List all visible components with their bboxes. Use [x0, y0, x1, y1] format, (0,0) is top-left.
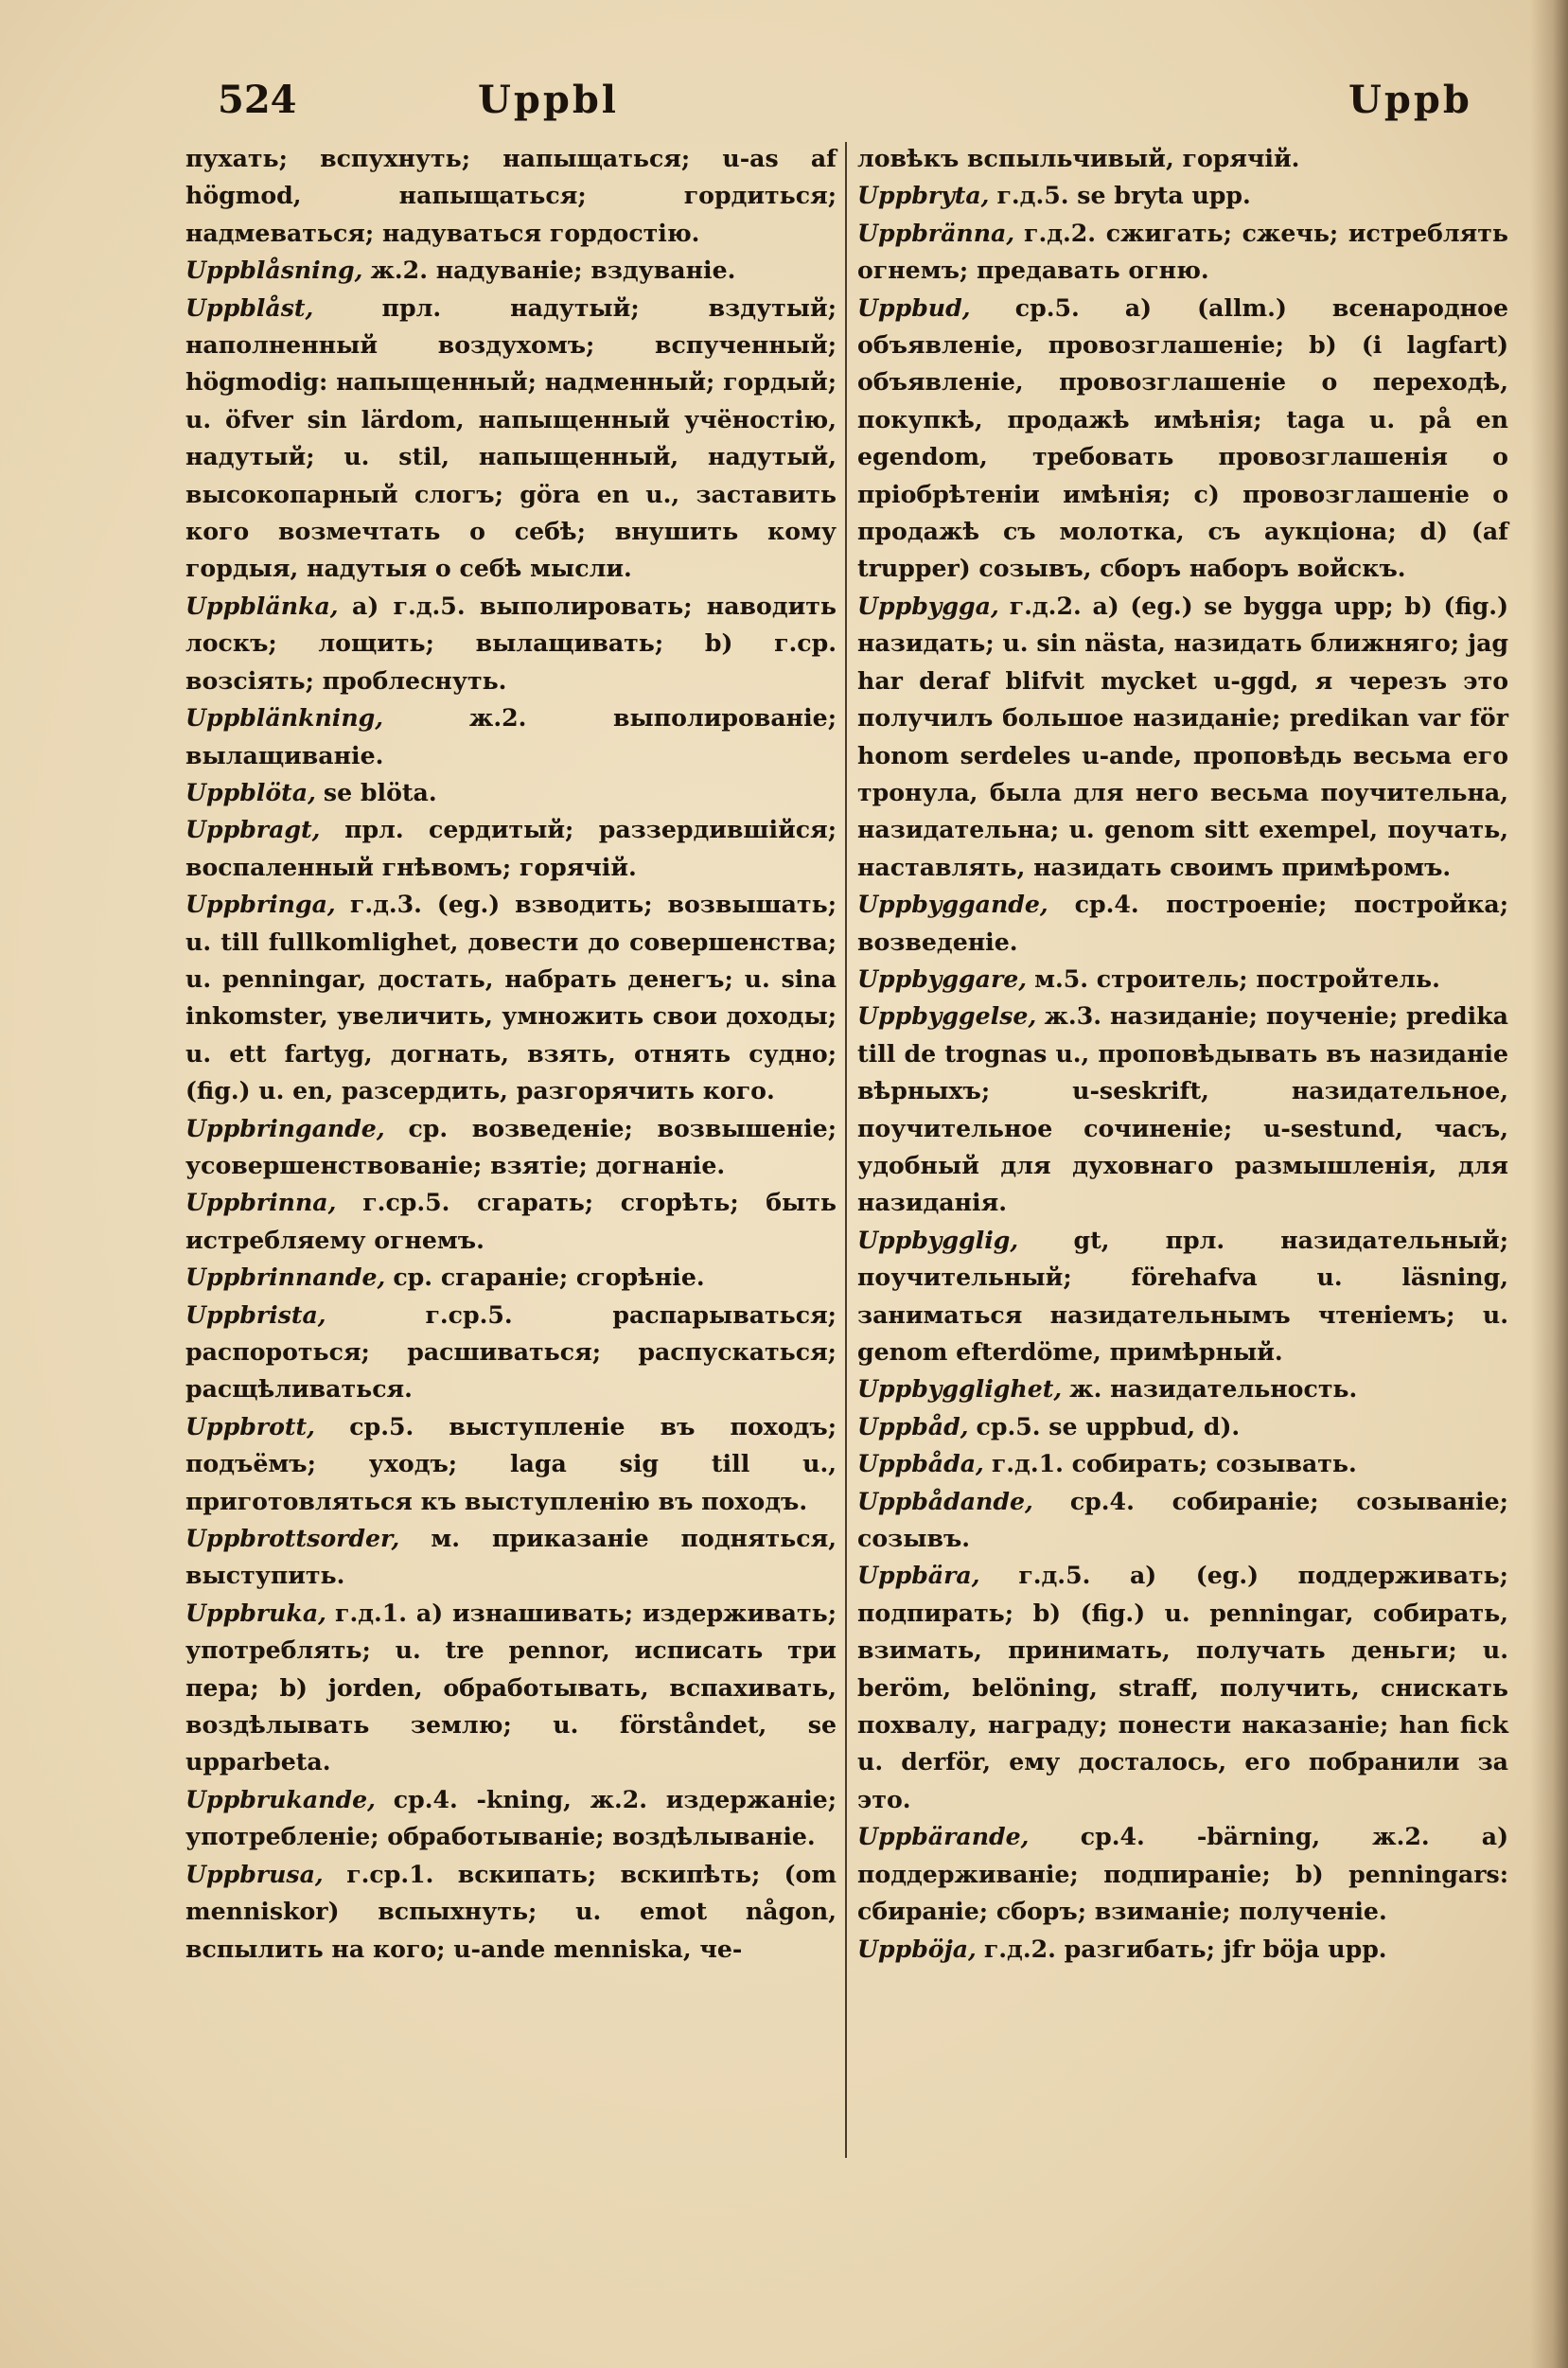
- dictionary-entry: [185, 1856, 837, 1968]
- dictionary-entry: [185, 1408, 837, 1520]
- entry-definition: г.д.2. сжигать; сжечь; истреблять огнемъ; предавать огню.: [857, 218, 1508, 285]
- dictionary-entry: [857, 1445, 1508, 1482]
- dictionary-entry: [185, 252, 837, 289]
- entry-headword: Uppbränna,: [857, 218, 1015, 247]
- dictionary-entry: [185, 1781, 837, 1856]
- entry-definition: ср.4. -bärning, ж.2. а) поддерживаніе; подпираніе; b) penningars: сбираніе; сборъ; взиманіе; полученіе.: [857, 1822, 1508, 1926]
- entry-headword: Uppbryta,: [857, 181, 990, 210]
- entry-definition: г.ср.5. сгарать; сгорѣть; быть истребляему огнемъ.: [185, 1188, 837, 1254]
- entry-headword: Uppböja,: [857, 1934, 977, 1963]
- entry-headword: Uppblåsning,: [185, 256, 363, 285]
- entry-headword: Uppblänka,: [185, 591, 339, 620]
- entry-definition: ср.4. построеніе; постройка; возведеніе.: [857, 890, 1508, 956]
- entry-headword: Uppbygglig,: [857, 1225, 1019, 1254]
- entry-headword: Uppbragt,: [185, 815, 321, 844]
- entry-headword: Uppbrusa,: [185, 1859, 324, 1888]
- dictionary-entry: [857, 588, 1508, 886]
- entry-headword: Uppbygga,: [857, 591, 999, 620]
- entry-definition: г.д.2. разгибать; jfr böja upp.: [983, 1934, 1387, 1963]
- entry-headword: Uppblöta,: [185, 777, 316, 806]
- dictionary-entry: [185, 1520, 837, 1595]
- entry-definition: г.д.5. se bryta upp.: [996, 181, 1251, 210]
- entry-headword: Uppbrinna,: [185, 1188, 337, 1217]
- page-number: 524: [218, 78, 297, 122]
- dictionary-entry: [185, 290, 837, 588]
- dictionary-entry: [857, 1818, 1508, 1930]
- entry-definition: г.д.2. а) (eg.) se bygga upp; b) (fig.) назидать; u. sin nästa, назидать ближняго; jag har deraf blifvit mycket u-ggd, я черезъ это получилъ большое назиданіе; predikan var för honom serdeles u-ande, проповѣдь весьма его тронула, была для него весьма поучительна, назидательна; u. genom sitt exempel, поучать, наставлять, назидать своимъ примѣромъ.: [857, 591, 1508, 881]
- page-header: [218, 78, 1476, 134]
- entry-definition: ср.5. а) (allm.) всенародное объявленіе, провозглашеніе; b) (i lagfart) объявленіе, провозглашеніе о переходѣ, покупкѣ, продажѣ имѣнія; taga u. på en egendom, требовать провозглашенія о пріобрѣтеніи имѣнія; c) провозглашеніе о продажѣ съ молотка, съ аукціона; d) (af trupper) созывъ, сборъ наборъ войскъ.: [857, 292, 1508, 583]
- entry-definition: м.5. строитель; постройтель.: [1034, 963, 1440, 993]
- dictionary-entry: [185, 588, 837, 699]
- entry-definition: ср.4. собираніе; созываніе; созывъ.: [857, 1486, 1508, 1553]
- entry-definition: ср.5. выступленіе въ походъ; подъёмъ; уходъ; laga sig till u., приготовляться къ выступленію въ походъ.: [185, 1411, 837, 1515]
- entry-definition: прл. надутый; вздутый; наполненный воздухомъ; вспученный; högmodig: напыщенный; надменный; гордый; u. öfver sin lärdom, напыщенный учёностію, надутый; u. stil, напыщенный, надутый, высокопарный слогъ; göra en u., заставить кого возмечтать о себѣ; внушить кому гордыя, надутыя о себѣ мысли.: [185, 292, 837, 583]
- entry-definition: ж.3. назиданіе; поученіе; predika till de trognas u., проповѣдывать въ назиданіе вѣрныхъ; u-seskrift, назидательное, поучительное сочиненіе; u-sestund, часъ, удобный для духовнаго размышленія, для назиданія.: [857, 1001, 1508, 1217]
- entry-headword: Uppbringa,: [185, 890, 336, 919]
- dictionary-entry: [857, 1557, 1508, 1818]
- entry-definition: г.ср.5. распарываться; распороться; расшиваться; распускаться; расщѣливаться.: [185, 1299, 837, 1404]
- entry-headword: Uppbygglighet,: [857, 1374, 1063, 1404]
- entry-definition: ловѣкъ вспыльчивый, горячій.: [857, 144, 1300, 172]
- dictionary-entry: [857, 1483, 1508, 1558]
- entry-headword: Uppbyggande,: [857, 890, 1048, 919]
- dictionary-entry: [857, 961, 1508, 998]
- dictionary-entry: [857, 998, 1508, 1221]
- entry-definition: ж.2. надуваніе; вздуваніе.: [370, 256, 736, 285]
- dictionary-entry: [185, 811, 837, 886]
- dictionary-entry: [185, 1184, 837, 1259]
- entry-headword: Uppbärande,: [857, 1822, 1030, 1851]
- dictionary-entry: [185, 1297, 837, 1408]
- entry-definition: м. приказаніе подняться, выступить.: [185, 1524, 837, 1590]
- entry-definition: пухать; вспухнуть; напыщаться; u-as af högmod, напыщаться; гордиться; надмеваться; надуваться гордостію.: [185, 144, 837, 247]
- entry-definition: ср. сгараніе; сгорѣніе.: [393, 1263, 705, 1292]
- entry-definition: г.ср.1. вскипать; вскипѣть; (om menniskor) вспыхнуть; u. emot någon, вспылить на кого; u-ande menniska, че-: [185, 1859, 837, 1963]
- dictionary-entry: [857, 215, 1508, 290]
- dictionary-entry: [857, 290, 1508, 588]
- entry-headword: Uppbrista,: [185, 1299, 326, 1329]
- entry-definition: gt, прл. назидательный; поучительный; förehafva u. läsning, заниматься назидательнымъ чтеніемъ; u. genom efterdöme, примѣрный.: [857, 1225, 1508, 1366]
- entry-definition: а) г.д.5. выполировать; наводить лоскъ; лощить; вылащивать; b) г.ср. возсіять; проблеснуть.: [185, 591, 837, 695]
- dictionary-entry: [857, 140, 1508, 177]
- entry-headword: Uppbruka,: [185, 1598, 326, 1627]
- dictionary-entry: [185, 886, 837, 1109]
- entry-definition: se blöta.: [323, 777, 437, 806]
- page-spine-shadow: [1530, 0, 1568, 2368]
- dictionary-entry: [857, 1370, 1508, 1407]
- entry-headword: Uppblänkning,: [185, 703, 384, 733]
- dictionary-entry: [185, 1110, 837, 1185]
- entry-headword: Uppbringande,: [185, 1113, 385, 1142]
- entry-definition: ср.5. se uppbud, d).: [976, 1411, 1241, 1440]
- right-guide-word: Uppb: [1348, 78, 1472, 122]
- entry-headword: Uppbrinnande,: [185, 1263, 386, 1292]
- right-column: [857, 140, 1508, 1968]
- entry-definition: ср. возведеніе; возвышеніе; усовершенствованіе; взятіе; догнаніе.: [185, 1113, 837, 1179]
- dictionary-entry: [185, 140, 837, 252]
- entry-definition: ж.2. выполированіе; вылащиваніе.: [185, 703, 837, 769]
- dictionary-entry: [857, 886, 1508, 961]
- entry-definition: ср.4. -kning, ж.2. издержаніе; употребленіе; обработываніе; воздѣлываніе.: [185, 1784, 837, 1851]
- dictionary-entry: [185, 1595, 837, 1781]
- entry-headword: Uppbära,: [857, 1561, 980, 1590]
- entry-headword: Uppbyggare,: [857, 963, 1028, 993]
- entry-headword: Uppbåda,: [857, 1449, 984, 1478]
- column-divider: [845, 142, 847, 2158]
- dictionary-entry: [857, 1222, 1508, 1371]
- entry-headword: Uppbådande,: [857, 1486, 1033, 1515]
- dictionary-entry: [185, 774, 837, 811]
- dictionary-entry: [857, 1931, 1508, 1968]
- entry-definition: г.д.1. а) изнашивать; издерживать; употреблять; u. tre pennor, исписать три пера; b) jorden, обработывать, вспахивать, воздѣлывать землю; u. förståndet, se upparbeta.: [185, 1598, 837, 1776]
- entry-headword: Uppbrott,: [185, 1411, 315, 1440]
- dictionary-entry: [857, 177, 1508, 214]
- left-guide-word: Uppbl: [478, 78, 619, 122]
- entry-definition: прл. сердитый; раззердившійся; воспаленный гнѣвомъ; горячій.: [185, 815, 837, 881]
- entry-definition: ж. назидательность.: [1069, 1374, 1358, 1404]
- entry-headword: Uppbåd,: [857, 1411, 969, 1440]
- entry-headword: Uppbrukande,: [185, 1784, 376, 1813]
- entry-definition: г.д.3. (eg.) взводить; возвышать; u. till fullkomlighet, довести до совершенства; u. penningar, достать, набрать денегъ; u. sina inkomster, увеличить, умножить свои доходы; u. ett fartyg, догнать, взять, отнять судно; (fig.) u. en, разсердить, разгорячить кого.: [185, 890, 837, 1105]
- entry-headword: Uppbud,: [857, 292, 971, 322]
- dictionary-entry: [185, 1259, 837, 1296]
- entry-headword: Uppbyggelse,: [857, 1001, 1037, 1031]
- entry-definition: г.д.5. а) (eg.) поддерживать; подпирать; b) (fig.) u. penningar, собирать, взимать, принимать, получать деньги; u. beröm, belöning, straff, получить, снискать похвалу, награду; понести наказаніе; han fick u. derför, ему досталось, его побранили за это.: [857, 1561, 1508, 1813]
- entry-definition: г.д.1. собирать; созывать.: [991, 1449, 1357, 1478]
- dictionary-entry: [185, 699, 837, 774]
- entry-headword: Uppblåst,: [185, 292, 314, 322]
- dictionary-entry: [857, 1408, 1508, 1445]
- left-column: [185, 140, 837, 1968]
- entry-headword: Uppbrottsorder,: [185, 1524, 400, 1553]
